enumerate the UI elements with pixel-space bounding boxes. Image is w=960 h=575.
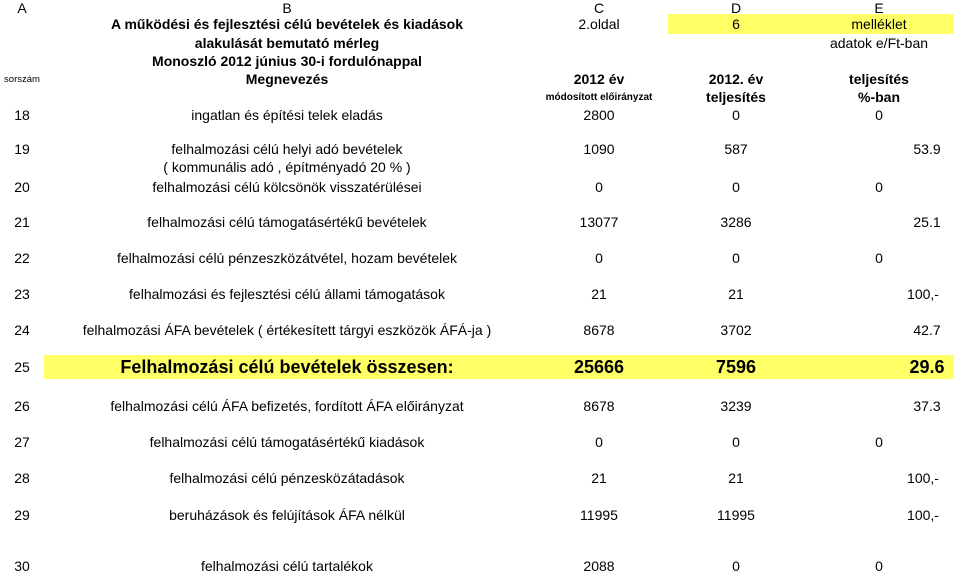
row-planned[interactable]: 2800 <box>583 107 615 123</box>
row-planned[interactable]: 11995 <box>580 507 618 523</box>
actual-header-year[interactable]: 2012. év <box>708 71 764 87</box>
row-actual[interactable]: 11995 <box>717 507 755 523</box>
row-number[interactable]: 24 <box>14 322 30 338</box>
percent-header-sub[interactable]: %-ban <box>858 89 900 105</box>
row-percent[interactable]: 53.9 <box>913 141 941 157</box>
row-percent[interactable]: 0 <box>875 558 883 574</box>
row-actual[interactable]: 0 <box>732 107 740 123</box>
title-row-3 <box>0 51 960 71</box>
row-note[interactable]: ( kommunális adó , építményadó 20 % ) <box>163 159 411 175</box>
row-name[interactable]: felhalmozási célú pénzeszközátvétel, hozam bevételek <box>116 250 458 266</box>
table-row <box>0 467 960 489</box>
row-actual[interactable]: 0 <box>732 558 740 574</box>
column-d-letter[interactable]: D <box>730 0 742 16</box>
row-percent[interactable]: 25.1 <box>913 214 941 230</box>
table-row-note <box>0 158 960 176</box>
reporting-date[interactable]: Monoszló 2012 június 30-i fordulónappal <box>152 53 422 69</box>
row-planned[interactable]: 13077 <box>579 214 619 230</box>
row-name[interactable]: felhalmozási célú támogatásértékű kiadások <box>149 434 425 450</box>
row-percent[interactable]: 0 <box>875 179 883 195</box>
row-planned[interactable]: 8678 <box>583 398 615 414</box>
row-planned[interactable]: 0 <box>595 250 603 266</box>
page-label[interactable]: 2.oldal <box>578 16 620 32</box>
row-planned[interactable]: 0 <box>595 434 603 450</box>
attachment-number[interactable]: 6 <box>732 16 740 32</box>
table-row <box>0 104 960 126</box>
name-header[interactable]: Megnevezés <box>245 71 329 87</box>
row-number[interactable]: 25 <box>14 359 30 375</box>
table-row <box>0 176 960 198</box>
row-name[interactable]: felhalmozási célú ÁFA befizetés, fordított ÁFA előirányzat <box>110 398 464 414</box>
percent-header-top[interactable]: teljesítés <box>849 71 909 87</box>
row-percent[interactable]: 100,- <box>907 286 939 302</box>
document-title[interactable]: A működési és fejlesztési célú bevételek és kiadások <box>111 16 463 32</box>
planned-header-year[interactable]: 2012 év <box>573 71 625 87</box>
serial-header[interactable]: sorszám <box>4 73 40 85</box>
row-number[interactable]: 23 <box>14 286 30 302</box>
table-row <box>0 247 960 269</box>
document-subtitle[interactable]: alakulását bemutató mérleg <box>194 35 380 51</box>
row-actual[interactable]: 21 <box>728 286 744 302</box>
column-a-letter[interactable]: A <box>17 0 27 16</box>
totals-actual[interactable]: 7596 <box>715 356 757 377</box>
row-name[interactable]: felhalmozási célú helyi adó bevételek <box>171 141 403 157</box>
row-actual[interactable]: 3286 <box>720 214 752 230</box>
table-row <box>0 139 960 159</box>
row-name[interactable]: felhalmozási célú kölcsönök visszatérülései <box>152 179 422 195</box>
table-row <box>0 283 960 305</box>
row-number[interactable]: 20 <box>14 179 30 195</box>
row-actual[interactable]: 587 <box>724 141 748 157</box>
actual-header-sub[interactable]: teljesítés <box>706 89 766 105</box>
row-planned[interactable]: 8678 <box>583 322 615 338</box>
row-actual[interactable]: 3239 <box>720 398 752 414</box>
totals-row <box>0 355 960 379</box>
row-actual[interactable]: 0 <box>732 434 740 450</box>
row-name[interactable]: ingatlan és építési telek eladás <box>191 107 383 123</box>
row-name[interactable]: felhalmozási célú pénzesközátadások <box>169 470 405 486</box>
table-row <box>0 319 960 341</box>
row-number[interactable]: 18 <box>14 107 30 123</box>
row-name[interactable]: felhalmozási ÁFA bevételek ( értékesített tárgyi eszközök ÁFÁ-ja ) <box>82 322 492 338</box>
row-number[interactable]: 22 <box>14 250 30 266</box>
row-planned[interactable]: 2088 <box>583 558 615 574</box>
row-actual[interactable]: 0 <box>732 250 740 266</box>
row-name[interactable]: felhalmozási célú tartalékok <box>201 558 373 574</box>
table-row <box>0 211 960 233</box>
column-c-letter[interactable]: C <box>593 0 605 16</box>
title-row-1 <box>0 14 960 34</box>
row-percent[interactable]: 100,- <box>907 507 939 523</box>
row-planned[interactable]: 21 <box>591 470 607 486</box>
row-planned[interactable]: 0 <box>595 179 603 195</box>
row-name[interactable]: felhalmozási célú támogatásértékű bevételek <box>147 214 427 230</box>
row-number[interactable]: 28 <box>14 470 30 486</box>
table-header-row-1 <box>0 69 960 89</box>
row-number[interactable]: 27 <box>14 434 30 450</box>
row-percent[interactable]: 42.7 <box>913 322 941 338</box>
row-percent[interactable]: 100,- <box>907 470 939 486</box>
table-row <box>0 504 960 526</box>
totals-label[interactable]: Felhalmozási célú bevételek összesen: <box>120 356 454 377</box>
row-planned[interactable]: 1090 <box>583 141 615 157</box>
row-percent[interactable]: 0 <box>875 250 883 266</box>
totals-percent[interactable]: 29.6 <box>909 356 945 377</box>
row-actual[interactable]: 21 <box>728 470 744 486</box>
column-b-letter[interactable]: B <box>282 0 292 16</box>
row-name[interactable]: felhalmozási és fejlesztési célú állami támogatások <box>129 286 445 302</box>
row-number[interactable]: 26 <box>14 398 30 414</box>
totals-planned[interactable]: 25666 <box>573 356 625 377</box>
table-row <box>0 431 960 453</box>
title-row-2 <box>0 33 960 53</box>
row-number[interactable]: 29 <box>14 507 30 523</box>
table-row <box>0 557 960 575</box>
row-actual[interactable]: 3702 <box>720 322 752 338</box>
row-planned[interactable]: 21 <box>591 286 607 302</box>
row-percent[interactable]: 0 <box>875 434 883 450</box>
units-label[interactable]: adatok e/Ft-ban <box>829 35 929 51</box>
row-number[interactable]: 21 <box>14 214 30 230</box>
row-actual[interactable]: 0 <box>732 179 740 195</box>
row-name[interactable]: beruházások és felújítások ÁFA nélkül <box>169 507 405 523</box>
table-row <box>0 395 960 417</box>
row-number[interactable]: 30 <box>14 558 30 574</box>
column-e-letter[interactable]: E <box>874 0 884 16</box>
row-number[interactable]: 19 <box>14 141 30 157</box>
planned-header-sub[interactable]: módosított előirányzat <box>545 91 653 103</box>
attachment-label[interactable]: melléklet <box>851 16 907 32</box>
row-percent[interactable]: 37.3 <box>913 398 941 414</box>
row-percent[interactable]: 0 <box>875 107 883 123</box>
